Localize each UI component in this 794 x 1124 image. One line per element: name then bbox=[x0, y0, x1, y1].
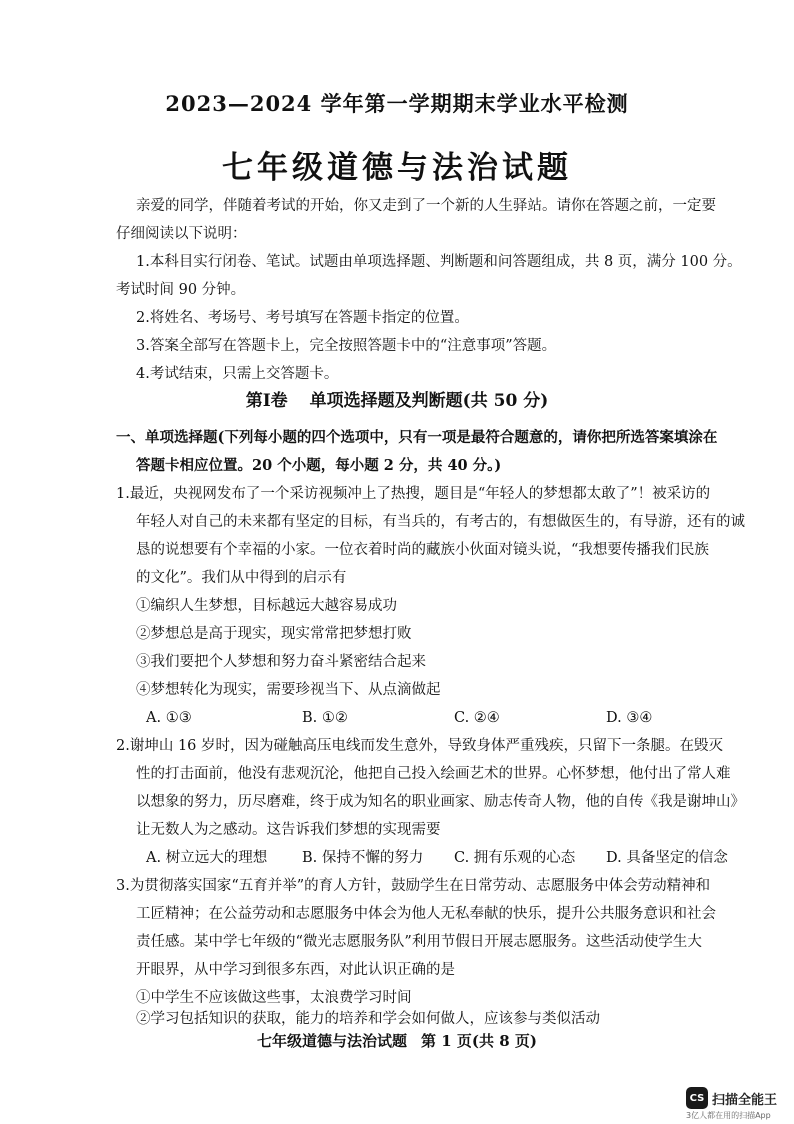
rule-3: 3.答案全部写在答题卡上，完全按照答题卡中的“注意事项”答题。 bbox=[136, 338, 557, 354]
exam-title: 2023—2024 学年第一学期期末学业水平检测 bbox=[165, 91, 629, 116]
q3-statement-2: ②学习包括知识的获取，能力的培养和学会如何做人，应该参与类似活动 bbox=[136, 1011, 600, 1027]
scanner-watermark bbox=[686, 1087, 777, 1109]
q1-statement-3: ③我们要把个人梦想和努力奋斗紧密结合起来 bbox=[136, 654, 426, 670]
q2-line-2: 性的打击面前，他没有悲观沉沦，他把自己投入绘画艺术的世界。心怀梦想，他付出了常人难 bbox=[136, 766, 731, 782]
camscanner-logo-icon: CS bbox=[686, 1087, 708, 1109]
q2-option-b: B. 保持不懈的努力 bbox=[302, 850, 424, 866]
q1-statement-1: ①编织人生梦想，目标越远大越容易成功 bbox=[136, 598, 397, 614]
section-heading bbox=[0, 386, 794, 411]
footer-page-number: 第 1 页(共 8 页) bbox=[421, 1032, 537, 1050]
q3-line-4: 开眼界，从中学习到很多东西，对此认识正确的是 bbox=[136, 962, 455, 978]
q3-line-1: 3.为贯彻落实国家“五育并举”的育人方针，鼓励学生在日常劳动、志愿服务中体会劳动精神和 bbox=[116, 878, 711, 894]
part-heading-line-2: 答题卡相应位置。20 个小题，每小题 2 分，共 40 分。) bbox=[136, 457, 502, 474]
q2-option-a: A. 树立远大的理想 bbox=[146, 850, 268, 866]
intro-line-2: 仔细阅读以下说明： bbox=[116, 226, 247, 242]
q2-line-4: 让无数人为之感动。这告诉我们梦想的实现需要 bbox=[136, 822, 441, 838]
section-name: 单项选择题及判断题(共 50 分) bbox=[309, 391, 549, 411]
q1-option-d: D. ③④ bbox=[606, 710, 653, 726]
q1-line-2: 年轻人对自己的未来都有坚定的目标，有当兵的，有考古的，有想做医生的，有导游，还有的诚 bbox=[136, 514, 745, 530]
q2-option-d: D. 具备坚定的信念 bbox=[606, 850, 728, 866]
q1-option-a: A. ①③ bbox=[146, 710, 192, 726]
page-footer bbox=[0, 1030, 794, 1051]
q1-statement-4: ④梦想转化为现实，需要珍视当下、从点滴做起 bbox=[136, 682, 441, 698]
q1-line-4: 的文化”。我们从中得到的启示有 bbox=[136, 570, 347, 586]
scanner-app-name: 扫描全能王 bbox=[712, 1092, 778, 1108]
part-heading-line-1: 一、单项选择题(下列每小题的四个选项中，只有一项是最符合题意的，请你把所选答案填涂在 bbox=[116, 429, 718, 446]
intro-line-1: 亲爱的同学，伴随着考试的开始，你又走到了一个新的人生驿站。请你在答题之前，一定要 bbox=[136, 198, 716, 214]
q1-line-3: 恳的说想要有个幸福的小家。一位衣着时尚的藏族小伙面对镜头说，“我想要传播我们民族 bbox=[136, 542, 709, 558]
q3-statement-1: ①中学生不应该做这些事，太浪费学习时间 bbox=[136, 990, 412, 1006]
q3-line-2: 工匠精神；在公益劳动和志愿服务中体会为他人无私奉献的快乐，提升公共服务意识和社会 bbox=[136, 906, 716, 922]
q1-line-1: 1.最近，央视网发布了一个采访视频冲上了热搜，题目是“年轻人的梦想都太敢了”！被采访的 bbox=[116, 486, 711, 502]
rule-1-cont: 考试时间 90 分钟。 bbox=[116, 282, 246, 298]
scanner-app-tagline: 3亿人都在用的扫描App bbox=[686, 1111, 771, 1120]
q1-option-c: C. ②④ bbox=[454, 710, 500, 726]
q2-option-c: C. 拥有乐观的心态 bbox=[454, 850, 576, 866]
section-label: 第Ⅰ卷 bbox=[245, 391, 288, 411]
q1-statement-2: ②梦想总是高于现实，现实常常把梦想打败 bbox=[136, 626, 412, 642]
q2-line-1: 2.谢坤山 16 岁时，因为碰触高压电线而发生意外，导致身体严重残疾，只留下一条腿。在毁灭 bbox=[116, 738, 723, 754]
q1-option-b: B. ①② bbox=[302, 710, 348, 726]
q2-line-3: 以想象的努力，历尽磨难，终于成为知名的职业画家、励志传奇人物，他的自传《我是谢坤山》 bbox=[136, 794, 745, 810]
rule-1: 1.本科目实行闭卷、笔试。试题由单项选择题、判断题和问答题组成，共 8 页，满分 100 分。 bbox=[136, 254, 742, 270]
footer-subject: 七年级道德与法治试题 bbox=[257, 1032, 408, 1050]
rule-4: 4.考试结束，只需上交答题卡。 bbox=[136, 366, 339, 382]
q3-line-3: 责任感。某中学七年级的“微光志愿服务队”利用节假日开展志愿服务。这些活动使学生大 bbox=[136, 934, 702, 950]
rule-2: 2.将姓名、考场号、考号填写在答题卡指定的位置。 bbox=[136, 310, 469, 326]
subject-title: 七年级道德与法治试题 bbox=[222, 150, 572, 186]
